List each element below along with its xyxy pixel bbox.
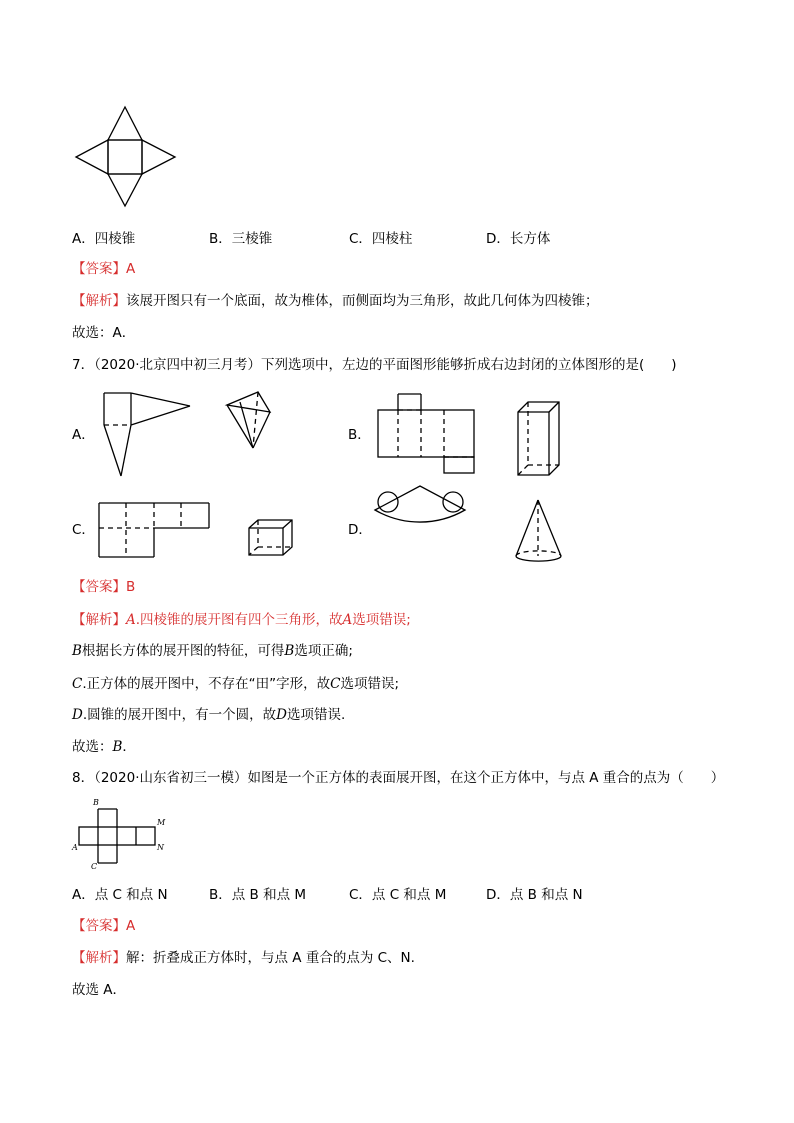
q8-question: 8．（2020·山东省初三一模）如图是一个正方体的表面展开图，在这个正方体中，与点 A 重合的点为（ ） bbox=[72, 770, 725, 786]
q8-label-m: M bbox=[157, 818, 166, 827]
analysis-tail: 选项错误. bbox=[286, 707, 346, 723]
analysis-letter: A bbox=[342, 612, 353, 628]
conclusion-prefix: 故选： bbox=[72, 739, 113, 755]
analysis-letter: C bbox=[72, 676, 83, 692]
q8-label-b: B bbox=[93, 798, 99, 807]
analysis-text: .四棱锥的展开图有四个三角形，故 bbox=[135, 612, 343, 628]
analysis-text: 根据长方体的展开图的特征，可得 bbox=[81, 643, 285, 659]
answer-tag: 【答案】 bbox=[72, 579, 126, 595]
analysis-text: .正方体的展开图中，不存在“田”字形，故 bbox=[82, 676, 331, 692]
conclusion-suffix: ． bbox=[122, 739, 136, 755]
q8-label-c: C bbox=[91, 862, 98, 871]
q8-label-a: A bbox=[72, 843, 78, 852]
q6-option-b[interactable]: B．三棱锥 bbox=[209, 231, 273, 247]
q6-option-c[interactable]: C．四棱柱 bbox=[349, 231, 413, 247]
answer-tag: 【答案】 bbox=[72, 918, 126, 934]
q7-label-c[interactable]: C． bbox=[72, 522, 95, 538]
analysis-tail: 选项错误; bbox=[352, 612, 411, 628]
answer-value: A bbox=[126, 918, 136, 934]
answer-value: B bbox=[126, 579, 136, 595]
analysis-letter: C bbox=[330, 676, 341, 692]
q8-answer bbox=[72, 916, 135, 936]
q8-option-a[interactable]: A．点 C 和点 N bbox=[72, 887, 168, 903]
analysis-tag: 【解析】 bbox=[72, 612, 126, 628]
analysis-tag: 【解析】 bbox=[72, 293, 126, 309]
analysis-tag: 【解析】 bbox=[72, 950, 126, 966]
analysis-text: 该展开图只有一个底面，故为椎体，而侧面均为三角形，故此几何体为四棱锥； bbox=[126, 293, 599, 309]
q6-option-a[interactable]: A．四棱锥 bbox=[72, 231, 136, 247]
analysis-text: .圆锥的展开图中，有一个圆，故 bbox=[82, 707, 277, 723]
q8-option-b[interactable]: B．点 B 和点 M bbox=[209, 887, 307, 903]
q7-question: 7．（2020·北京四中初三月考）下列选项中，左边的平面图形能够折成右边封闭的立体图形的是( ) bbox=[72, 357, 677, 373]
q7-label-a[interactable]: A． bbox=[72, 427, 95, 443]
answer-tag: 【答案】 bbox=[72, 261, 126, 277]
analysis-letter: D bbox=[276, 707, 287, 723]
q6-option-d[interactable]: D．长方体 bbox=[486, 231, 551, 247]
q8-label-n: N bbox=[157, 843, 164, 852]
analysis-letter: A bbox=[126, 612, 136, 628]
analysis-tail: 选项错误; bbox=[340, 676, 400, 692]
q8-conclusion: 故选 A． bbox=[72, 982, 127, 998]
conclusion-letter: B bbox=[112, 739, 123, 755]
q7-label-d[interactable]: D． bbox=[348, 522, 372, 538]
analysis-text: 解：折叠成正方体时，与点 A 重合的点为 C、N. bbox=[126, 950, 415, 966]
analysis-letter: D bbox=[72, 707, 83, 723]
analysis-letter: B bbox=[72, 643, 82, 659]
analysis-tail: 选项正确; bbox=[294, 643, 353, 659]
q6-conclusion: 故选：A． bbox=[72, 325, 136, 341]
q8-analysis bbox=[72, 948, 415, 968]
q8-option-c[interactable]: C．点 C 和点 M bbox=[349, 887, 447, 903]
analysis-letter: B bbox=[284, 643, 295, 659]
q7-label-b[interactable]: B． bbox=[348, 427, 371, 443]
q8-option-d[interactable]: D．点 B 和点 N bbox=[486, 887, 583, 903]
answer-value: A bbox=[126, 261, 136, 277]
